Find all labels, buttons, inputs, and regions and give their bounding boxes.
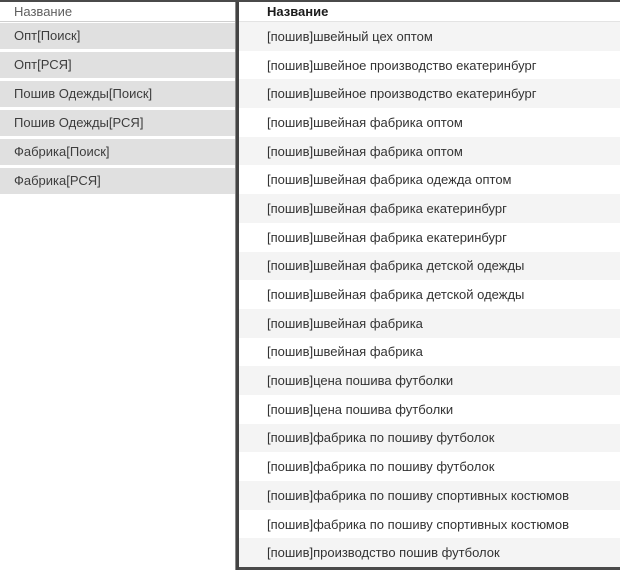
group-item[interactable]: Фабрика[РСЯ] <box>0 168 235 194</box>
phrase-row[interactable]: [пошив]швейная фабрика <box>239 309 620 338</box>
phrase-row[interactable]: [пошив]фабрика по пошиву футболок <box>239 452 620 481</box>
groups-list <box>0 22 235 197</box>
group-item[interactable]: Фабрика[Поиск] <box>0 139 235 165</box>
phrase-row[interactable]: [пошив]цена пошива футболки <box>239 395 620 424</box>
group-item[interactable]: Пошив Одежды[РСЯ] <box>0 110 235 136</box>
phrase-row[interactable]: [пошив]швейное производство екатеринбург <box>239 79 620 108</box>
phrase-row[interactable]: [пошив]швейная фабрика одежда оптом <box>239 165 620 194</box>
phrases-header: Название <box>239 2 620 22</box>
group-item[interactable]: Опт[РСЯ] <box>0 52 235 78</box>
group-item[interactable]: Опт[Поиск] <box>0 23 235 49</box>
phrase-row[interactable]: [пошив]фабрика по пошиву футболок <box>239 424 620 453</box>
groups-panel <box>0 2 235 570</box>
phrase-row[interactable]: [пошив]швейная фабрика <box>239 338 620 367</box>
phrase-row[interactable]: [пошив]швейная фабрика екатеринбург <box>239 194 620 223</box>
phrase-row[interactable]: [пошив]швейная фабрика детской одежды <box>239 280 620 309</box>
phrase-row[interactable]: [пошив]швейная фабрика детской одежды <box>239 252 620 281</box>
phrases-panel <box>239 2 620 570</box>
group-item[interactable]: Пошив Одежды[Поиск] <box>0 81 235 107</box>
phrase-row[interactable]: [пошив]фабрика по пошиву спортивных костюмов <box>239 481 620 510</box>
phrases-list <box>239 22 620 567</box>
groups-header: Название <box>0 2 235 22</box>
phrase-row[interactable]: [пошив]швейная фабрика оптом <box>239 137 620 166</box>
phrase-row[interactable]: [пошив]швейный цех оптом <box>239 22 620 51</box>
phrase-row[interactable]: [пошив]производство пошив футболок <box>239 538 620 567</box>
phrase-row[interactable]: [пошив]швейное производство екатеринбург <box>239 51 620 80</box>
phrase-row[interactable]: [пошив]швейная фабрика оптом <box>239 108 620 137</box>
phrase-row[interactable]: [пошив]фабрика по пошиву спортивных костюмов <box>239 510 620 539</box>
phrase-row[interactable]: [пошив]швейная фабрика екатеринбург <box>239 223 620 252</box>
phrase-row[interactable]: [пошив]цена пошива футболки <box>239 366 620 395</box>
